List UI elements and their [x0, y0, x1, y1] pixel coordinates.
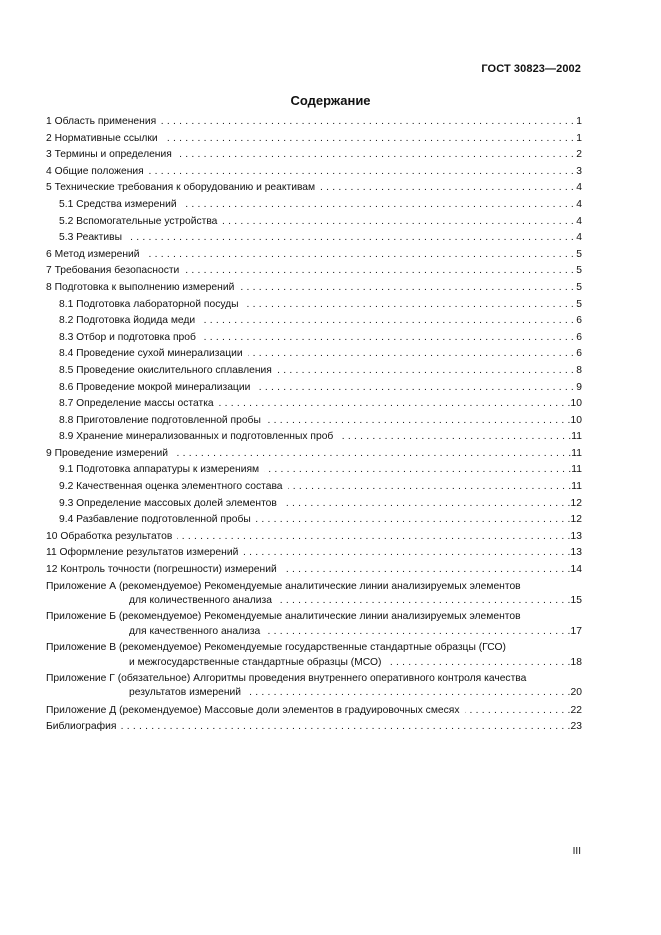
- toc-entry-label: 2 Нормативные ссылки: [46, 132, 158, 144]
- table-of-contents: [46, 114, 582, 736]
- toc-entry-section[interactable]: [46, 263, 582, 280]
- toc-entry-label: 9 Проведение измерений: [46, 447, 168, 459]
- toc-entry-subsection[interactable]: [46, 479, 582, 496]
- dot-leader: [219, 396, 571, 413]
- dot-leader: [177, 147, 574, 164]
- toc-entry-page: 13: [570, 547, 582, 559]
- toc-entry-page: 6: [576, 331, 582, 343]
- dot-leader: [121, 719, 570, 736]
- toc-appendix-entry[interactable]: [46, 672, 582, 701]
- toc-entry-page: 12: [570, 514, 582, 526]
- toc-entry-subsection[interactable]: [46, 462, 582, 479]
- toc-appendix-entry[interactable]: [46, 641, 582, 670]
- toc-entry-section[interactable]: [46, 529, 582, 546]
- toc-entry-label: 5 Технические требования к оборудованию и реактивам: [46, 182, 316, 194]
- dot-leader: [200, 313, 574, 330]
- toc-entry-section[interactable]: [46, 164, 582, 181]
- dot-leader: [264, 462, 571, 479]
- toc-entry-label: 7 Требования безопасности: [46, 265, 180, 277]
- toc-entry-page: 18: [570, 656, 582, 668]
- appendix-title: Приложение А (рекомендуемое) Рекомендуемые аналитические линии анализируемых элементов: [46, 580, 521, 592]
- toc-entry-subsection[interactable]: [46, 380, 582, 397]
- dot-leader: [244, 297, 574, 314]
- toc-entry-label: 8.9 Хранение минерализованных и подготовленных проб: [59, 431, 334, 443]
- dot-leader: [222, 214, 574, 231]
- toc-entry-subsection[interactable]: [46, 346, 582, 363]
- toc-entry-subsection[interactable]: [46, 413, 582, 430]
- toc-entry-subsection[interactable]: [46, 230, 582, 247]
- appendix-subtitle: для количественного анализа: [129, 595, 272, 607]
- toc-entry-subsection[interactable]: [46, 214, 582, 231]
- toc-entry-label: 9.4 Разбавление подготовленной пробы: [59, 514, 251, 526]
- appendix-continuation: [46, 686, 582, 700]
- appendix-continuation: [46, 594, 582, 608]
- toc-entry-label: 1 Область применения: [46, 116, 157, 127]
- toc-entry-page: 1: [576, 132, 582, 144]
- dot-leader: [386, 656, 570, 670]
- toc-entry-label: 12 Контроль точности (погрешности) измерений: [46, 564, 277, 576]
- toc-entry-page: 1: [576, 116, 582, 127]
- toc-entry-section[interactable]: [46, 446, 582, 463]
- toc-entry-page: 3: [576, 165, 582, 177]
- toc-entry-label: 8.5 Проведение окислительного сплавления: [59, 364, 272, 376]
- toc-entry-subsection[interactable]: [46, 330, 582, 347]
- toc-entry-section[interactable]: [46, 545, 582, 562]
- toc-entry-label: 11 Оформление результатов измерений: [46, 547, 239, 559]
- dot-leader: [201, 330, 574, 347]
- toc-entry-label: Библиография: [46, 721, 117, 733]
- toc-entry-label: 8 Подготовка к выполнению измерений: [46, 281, 235, 293]
- dot-leader: [465, 703, 571, 720]
- toc-entry-label: 5.3 Реактивы: [59, 232, 123, 244]
- toc-entry-page: 6: [576, 348, 582, 360]
- dot-leader: [277, 363, 574, 380]
- toc-entry-page: 5: [576, 298, 582, 310]
- toc-entry-subsection[interactable]: [46, 512, 582, 529]
- dot-leader: [182, 197, 574, 214]
- toc-entry-page: 4: [576, 215, 582, 227]
- toc-entry-subsection[interactable]: [46, 197, 582, 214]
- toc-entry-tail[interactable]: [46, 719, 582, 736]
- dot-leader: [177, 529, 570, 546]
- toc-entry-page: 20: [570, 687, 582, 699]
- toc-entry-label: 8.7 Определение массы остатка: [59, 398, 214, 410]
- toc-tail-list: [46, 703, 582, 736]
- toc-entry-page: 10: [570, 414, 582, 426]
- toc-entry-page: 23: [570, 721, 582, 733]
- toc-entry-page: 14: [570, 564, 582, 576]
- toc-appendix-entry[interactable]: [46, 610, 582, 639]
- toc-entry-label: 6 Метод измерений: [46, 248, 140, 260]
- toc-entry-page: 2: [576, 149, 582, 161]
- appendix-title: Приложение Б (рекомендуемое) Рекомендуемые аналитические линии анализируемых элементов: [46, 611, 521, 623]
- toc-entry-subsection[interactable]: [46, 297, 582, 314]
- toc-entry-page: 9: [576, 381, 582, 393]
- toc-entry-subsection[interactable]: [46, 363, 582, 380]
- toc-entry-page: 8: [576, 364, 582, 376]
- toc-entry-tail[interactable]: [46, 703, 582, 720]
- toc-entry-label: 8.4 Проведение сухой минерализации: [59, 348, 243, 360]
- toc-entry-page: 22: [570, 704, 582, 716]
- dot-leader: [265, 625, 570, 639]
- toc-entry-label: 9.2 Качественная оценка элементного состава: [59, 481, 283, 493]
- toc-entry-label: 9.1 Подготовка аппаратуры к измерениям: [59, 464, 260, 476]
- toc-entry-page: 11: [571, 431, 582, 443]
- toc-entry-label: 9.3 Определение массовых долей элементов: [59, 497, 277, 509]
- toc-entry-label: 8.2 Подготовка йодида меди: [59, 315, 196, 327]
- page-number: III: [572, 846, 581, 857]
- toc-entry-page: 13: [570, 530, 582, 542]
- appendix-subtitle: для качественного анализа: [129, 625, 261, 637]
- dot-leader: [282, 496, 571, 513]
- toc-entry-page: 15: [570, 595, 582, 607]
- dot-leader: [243, 545, 570, 562]
- appendix-continuation: [46, 656, 582, 670]
- appendix-title: Приложение В (рекомендуемое) Рекомендуемые государственные стандартные образцы (ГСО): [46, 642, 506, 654]
- dot-leader: [173, 446, 571, 463]
- document-standard-number: ГОСТ 30823—2002: [481, 63, 581, 75]
- appendix-subtitle: и межгосударственные стандартные образцы (МСО): [129, 656, 382, 668]
- dot-leader: [282, 562, 571, 579]
- toc-entry-section[interactable]: [46, 131, 582, 148]
- toc-entry-page: 17: [570, 625, 582, 637]
- dot-leader: [338, 429, 571, 446]
- dot-leader: [255, 380, 574, 397]
- appendix-subtitle: результатов измерений: [129, 687, 242, 699]
- toc-entry-page: 11: [571, 447, 582, 459]
- toc-entry-label: 4 Общие положения: [46, 165, 144, 177]
- toc-entry-page: 4: [576, 232, 582, 244]
- toc-appendix-entry[interactable]: [46, 580, 582, 609]
- dot-leader: [127, 230, 574, 247]
- dot-leader: [256, 512, 571, 529]
- dot-leader: [277, 594, 571, 608]
- toc-entry-page: 5: [576, 281, 582, 293]
- toc-entry-label: 8.1 Подготовка лабораторной посуды: [59, 298, 239, 310]
- dot-leader: [248, 346, 574, 363]
- toc-entry-page: 4: [576, 198, 582, 210]
- toc-entry-section[interactable]: [46, 147, 582, 164]
- dot-leader: [145, 247, 574, 264]
- page-title: Содержание: [290, 93, 371, 108]
- toc-entry-subsection[interactable]: [46, 429, 582, 446]
- toc-entry-section[interactable]: [46, 247, 582, 264]
- dot-leader: [149, 164, 574, 181]
- appendix-continuation: [46, 625, 582, 639]
- toc-entry-label: 10 Обработка результатов: [46, 530, 173, 542]
- dot-leader: [320, 180, 574, 197]
- toc-entry-label: 3 Термины и определения: [46, 149, 172, 161]
- toc-entry-page: 6: [576, 315, 582, 327]
- toc-entry-section[interactable]: [46, 180, 582, 197]
- toc-entry-subsection[interactable]: [46, 496, 582, 513]
- toc-entry-page: 10: [570, 398, 582, 410]
- toc-entry-page: 12: [570, 497, 582, 509]
- toc-appendix-list: [46, 580, 582, 701]
- toc-main-list: [46, 114, 582, 579]
- toc-entry-page: 11: [571, 481, 582, 493]
- toc-entry-subsection[interactable]: [46, 313, 582, 330]
- toc-entry-label: 8.8 Приготовление подготовленной пробы: [59, 414, 261, 426]
- dot-leader: [246, 686, 571, 700]
- toc-entry-page: 5: [576, 265, 582, 277]
- toc-entry-subsection[interactable]: [46, 396, 582, 413]
- toc-entry-section[interactable]: [46, 280, 582, 297]
- appendix-title: Приложение Г (обязательное) Алгоритмы проведения внутреннего оперативного контроля качества: [46, 673, 527, 685]
- dot-leader: [163, 131, 574, 148]
- dot-leader: [161, 114, 574, 131]
- toc-entry-label: 5.1 Средства измерений: [59, 198, 177, 210]
- toc-entry-page: 5: [576, 248, 582, 260]
- dot-leader: [288, 479, 572, 496]
- toc-entry-section[interactable]: [46, 562, 582, 579]
- dot-leader: [184, 263, 574, 280]
- toc-entry-section[interactable]: [46, 114, 582, 131]
- toc-entry-label: 8.6 Проведение мокрой минерализации: [59, 381, 251, 393]
- dot-leader: [239, 280, 574, 297]
- toc-entry-page: 4: [576, 182, 582, 194]
- toc-entry-label: 8.3 Отбор и подготовка проб: [59, 331, 196, 343]
- dot-leader: [266, 413, 571, 430]
- toc-entry-page: 11: [571, 464, 582, 476]
- toc-entry-label: 5.2 Вспомогательные устройства: [59, 215, 218, 227]
- toc-entry-label: Приложение Д (рекомендуемое) Массовые доли элементов в градуировочных смесях: [46, 704, 460, 716]
